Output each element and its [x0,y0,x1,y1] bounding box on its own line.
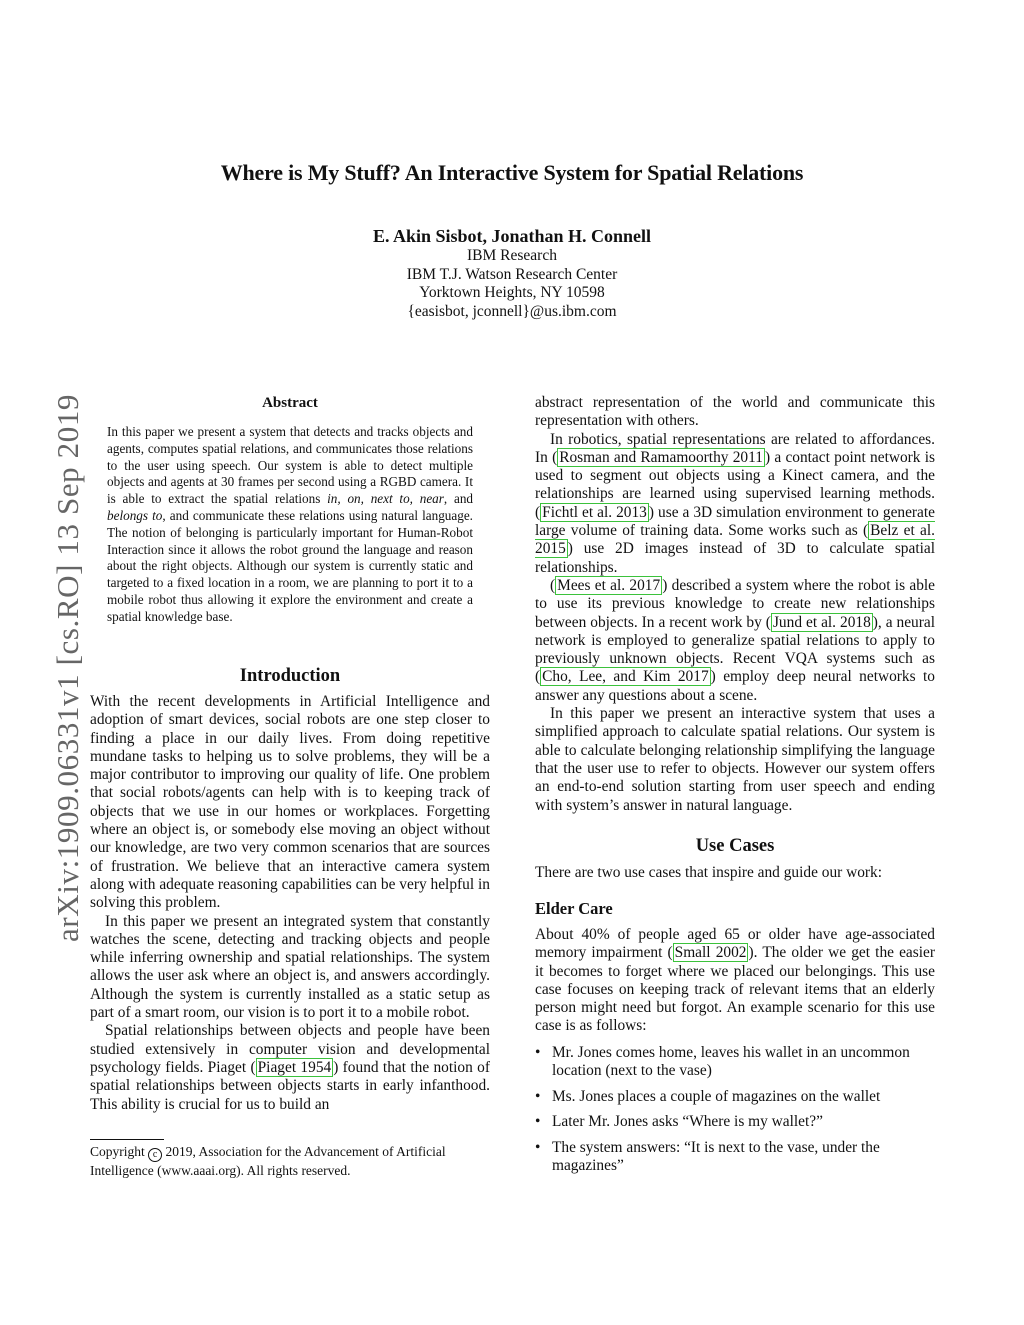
footnote-rule [90,1139,164,1140]
affiliation-line: Yorktown Heights, NY 10598 [419,284,605,301]
paragraph: With the recent developments in Artificial Intelligence and adoption of smart devices, social robots are one step closer to finding a place in our daily lives. From doing repetitive mundane tasks to helping us to solve problems, they will be a major contributor to improving our quality of life. One problem that social robots/agents can help with is to keeping track of objects that we use in our homes or workplaces. Forgetting where an object is, or somebody else moving an object without our knowledge, are two very common scenarios that are sources of frustration. We believe that an interactive camera system along with adequate reasoning capabilities can be very helpful in solving this problem. [90,693,490,912]
paragraph: In robotics, spatial representations are related to affordances. In ( Rosman and Ramamoorthy 2011 ) a contact point network is used to segment out objects using a Kinect camera, and the relationships are learned using supervised learning methods. ( Fichtl et al. 2013 ) use a 3D simulation environment to generate large volume of training data. Some works such as ( Belz et al. 2015 ) use 2D images instead of 3D to calculate spatial relationships. [535,430,936,576]
affiliation-line: IBM Research [467,247,557,264]
paragraph: ( Mees et al. 2017 ) described a system where the robot is able to use its previous knowledge to create new relationships between objects. In a recent work by ( Jund et al. 2018 ), a neural network is employed to generalize spatial relations to apply to previously unknown objects. Recent VQA systems such as ( Cho, Lee, and Kim 2017 ) employ deep neural networks to answer any questions about a scene. [535,576,936,704]
citation-link[interactable]: Small 2002 [674,944,747,962]
abstract-relations: in, on, next to, near [327,491,444,507]
citation-link[interactable]: Cho, Lee, and Kim 2017 [542,668,709,686]
bullet-icon: • [535,1087,541,1105]
bullet-icon: • [535,1113,541,1131]
copyright-footnote: Copyright c 2019, Association for the Advancement of Artificial Intelligence (www.aaai.org). All rights reserved. [90,1144,446,1178]
bullet-icon: • [535,1139,541,1157]
list-item: • Later Mr. Jones asks “Where is my wallet?” [535,1113,823,1131]
citation-link[interactable]: Rosman and Ramamoorthy 2011 [559,448,763,466]
right-column-body [535,394,935,815]
paragraph: There are two use cases that inspire and guide our work: [535,864,883,881]
elder-care-heading: Elder Care [535,899,613,918]
paragraph: In this paper we present an interactive system that uses a simplified approach to calculate spatial relations. Our system is able to calculate belonging relationship simplifying the language that the user use to refer to objects. However our system offers an end-to-end solution starting from user speech and ending with system’s answer in natural language. [535,705,935,814]
use-cases-intro [535,864,935,882]
affiliation-line: IBM T.J. Watson Research Center [406,265,618,283]
citation-link[interactable]: Belz et al. 2015 [535,522,935,558]
use-cases-heading: Use Cases [695,836,775,856]
citation-link[interactable]: Mees et al. 2017 [557,576,661,594]
citation-link[interactable]: Jund et al. 2018 [772,613,871,631]
arxiv-identifier: arXiv:1909.06331v1 [cs.RO] 13 Sep 2019 [50,393,85,942]
affiliation [0,247,1024,321]
paragraph: Spatial relationships between objects and people have been studied extensively in computer vision and developmental psychology fields. Piaget ( Piaget 1954 ) found that the notion of spatial relationships between objects starts in early infanthood. This ability is crucial for us to build an [90,1022,490,1113]
abstract-belongs: belongs to [107,507,163,523]
abstract-text: , and [443,491,474,507]
elder-care-body [535,926,935,1036]
authors: E. Akin Sisbot, Jonathan H. Connell [372,226,652,246]
list-item: • Mr. Jones comes home, leaves his wallet in an uncommon location (next to the vase) [535,1044,910,1080]
paper-title: Where is My Stuff? An Interactive System for Spatial Relations [220,160,804,185]
introduction-body [90,693,490,1114]
paragraph: abstract representation of the world and communicate this representation with others. [535,394,935,430]
abstract-body [107,424,473,626]
paragraph: About 40% of people aged 65 or older have age-associated memory impairment ( Small 2002 ). The older we get the easier it becomes to forget where we placed our belongings. This use case focuses on keeping track of relevant items that an elderly person might need but forgot. An example scenario for this use case is as follows: [535,926,935,1035]
scenario-list [535,1044,935,1183]
citation-link[interactable]: Piaget 1954 [257,1058,332,1076]
copyright-symbol: c [148,1148,162,1162]
paragraph: In this paper we present an integrated system that constantly watches the scene, detecting and tracking objects and people while inferring ownership and spatial relationships. The system allows the user ask where an object is, and answers accordingly. Although the system is currently installed as a static setup as part of a smart room, our vision is to port it to a mobile robot. [90,912,490,1022]
bullet-icon: • [535,1044,541,1061]
abstract-heading: Abstract [262,395,318,411]
list-item: • Ms. Jones places a couple of magazines on the wallet [535,1087,881,1105]
abstract-text: In this paper we present a system that detects and tracks objects and agents, computes spatial relations, and communicates those relations to the user using speech. Our system is able to detect multiple objects and agents at 30 frames per second using a RGBD camera. It is able to extract the spatial relations [107,424,473,507]
abstract-text: , and communicate these relations using natural language. The notion of belonging is particularly important for Human-Robot Interaction since it allows the robot ground the language and reason about the right objects. Although our system is currently static and targeted to a fixed location in a room, we are planning to port it to a mobile robot thus allowing it explore the environment and create a spatial knowledge base. [107,507,473,624]
introduction-heading: Introduction [239,666,341,686]
author-email: {easisbot, jconnell}@us.ibm.com [407,302,617,320]
list-item: • The system answers: “It is next to the vase, under the magazines” [535,1139,880,1175]
citation-link[interactable]: Fichtl et al. 2013 [542,503,647,521]
